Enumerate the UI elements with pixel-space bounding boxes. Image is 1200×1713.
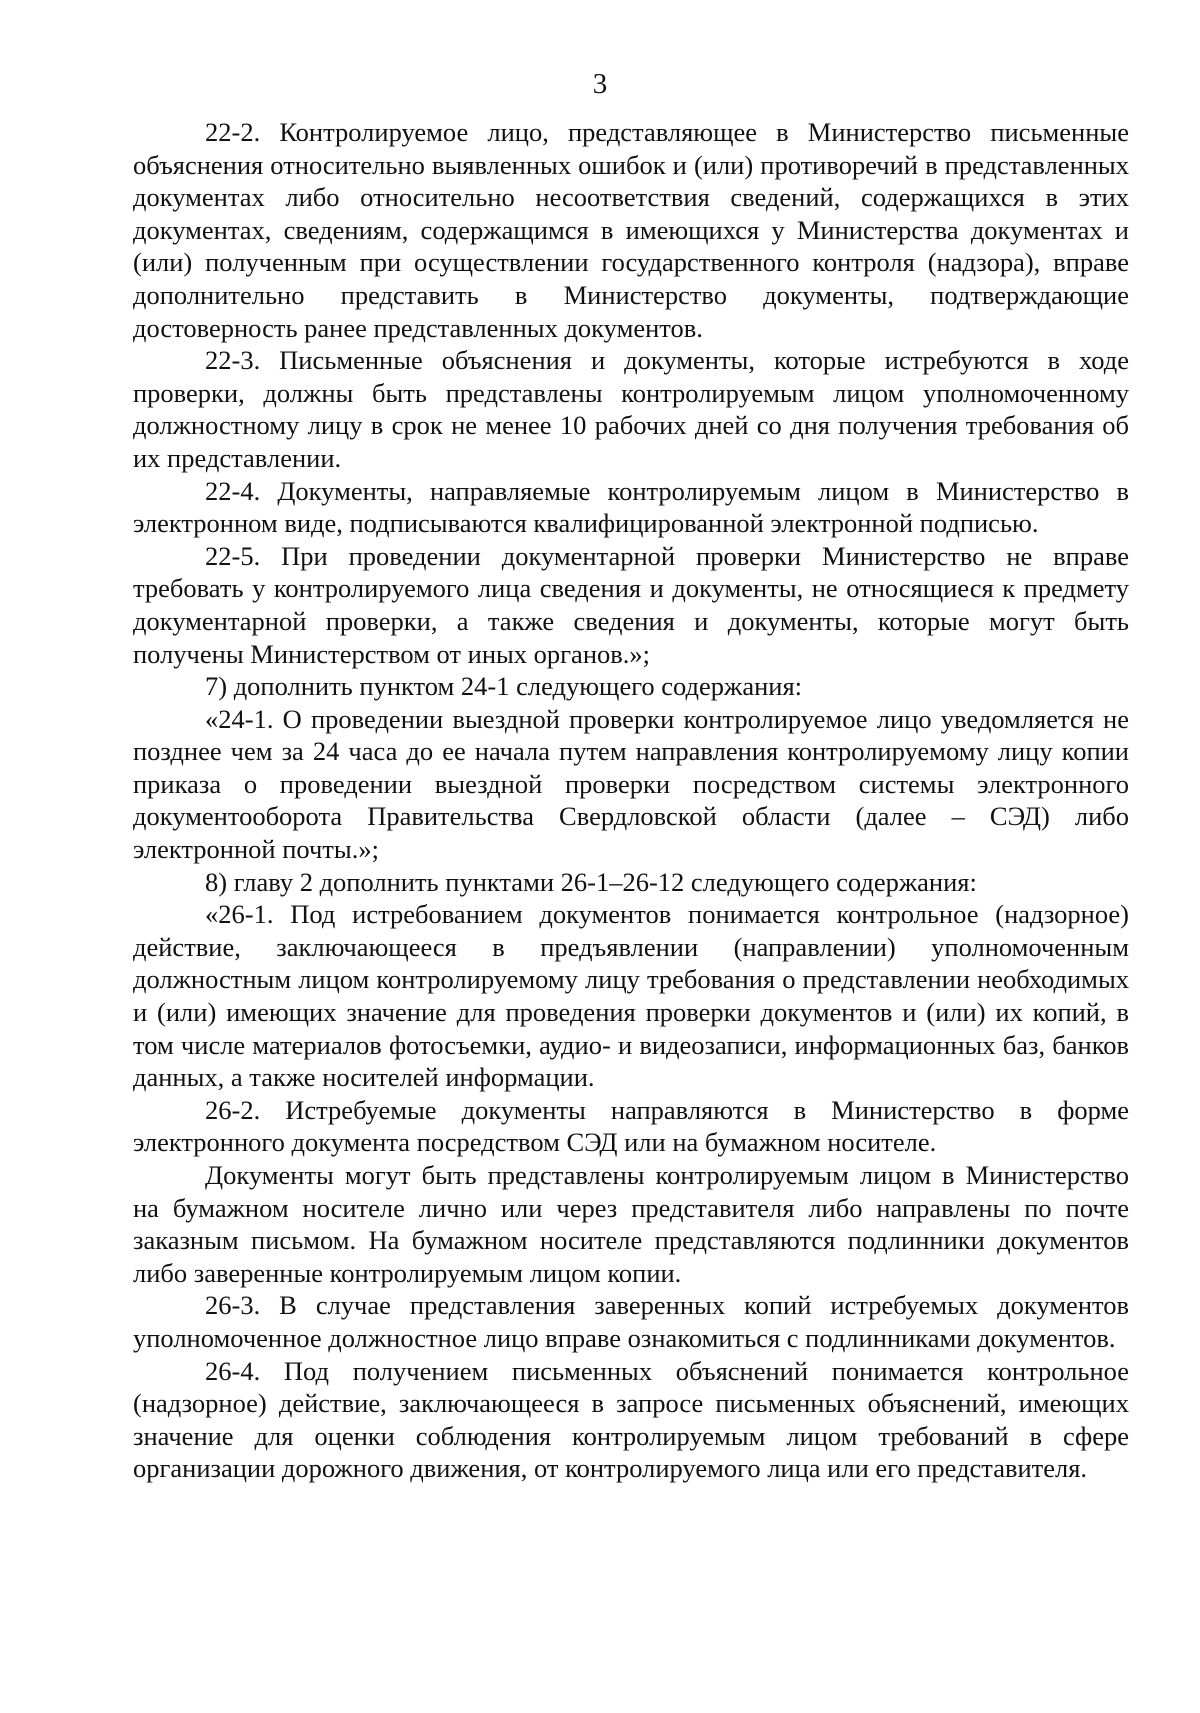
document-body	[133, 116, 1129, 1485]
paragraph-22-3: 22-3. Письменные объяснения и документы, которые истребуются в ходе проверки, должны быть представлены контролируемым лицом уполномоченному должностному лицу в срок не менее 10 рабочих дней со дня получения требования об их представлении.	[133, 345, 1129, 473]
paragraph-22-5: 22-5. При проведении документарной проверки Министерство не вправе требовать у контролируемого лица сведения и документы, не относящиеся к предмету документарной проверки, а также сведения и документы, которые могут быть получены Министерством от иных органов.»;	[133, 540, 1129, 669]
paragraph-26-1: «26-1. Под истребованием документов понимается контрольное (надзорное) действие, заключающееся в предъявлении (направлении) уполномоченным должностным лицом контролируемому лицу требования о представлении необходимых и (или) имеющих значение для проведения проверки документов и (или) их копий, в том числе материалов фотосъемки, аудио- и видеозаписи, информационных баз, банков данных, а также носителей информации.	[133, 899, 1129, 1093]
paragraph-22-2: 22-2. Контролируемое лицо, представляющее в Министерство письменные объяснения относительно выявленных ошибок и (или) противоречий в представленных документах либо относительно несоответствия сведений, содержащихся в этих документах, сведениям, содержащимся в имеющихся у Министерства документах и (или) полученным при осуществлении государственного контроля (надзора), вправе дополнительно представить в Министерство документы, подтверждающие достоверность ранее представленных документов.	[133, 117, 1129, 343]
paragraph-26-4: 26-4. Под получением письменных объяснений понимается контрольное (надзорное) действие, заключающееся в запросе письменных объяснений, имеющих значение для оценки соблюдения контролируемым лицом требований в сфере организации дорожного движения, от контролируемого лица или его представителя.	[133, 1355, 1129, 1484]
amendment-item-7: 7) дополнить пунктом 24-1 следующего содержания:	[205, 671, 803, 702]
paragraph-26-2-continued: Документы могут быть представлены контролируемым лицом в Министерство на бумажном носителе лично или через представителя либо направлены по почте заказным письмом. На бумажном носителе представляются подлинники документов либо заверенные контролируемым лицом копии.	[133, 1160, 1129, 1288]
page-number: 3	[592, 68, 608, 100]
paragraph-24-1: «24-1. О проведении выездной проверки контролируемое лицо уведомляется не позднее чем за 24 часа до ее начала путем направления контролируемому лицу копии приказа о проведении выездной проверки посредством системы электронного документооборота Правительства Свердловской области (далее – СЭД) либо электронной почты.»;	[133, 703, 1129, 865]
paragraph-26-3: 26-3. В случае представления заверенных копий истребуемых документов уполномоченное должностное лицо вправе ознакомиться с подлинниками документов.	[133, 1290, 1129, 1353]
paragraph-26-2: 26-2. Истребуемые документы направляются в Министерство в форме электронного документа посредством СЭД или на бумажном носителе.	[133, 1094, 1129, 1158]
amendment-item-8: 8) главу 2 дополнить пунктами 26-1–26-12 следующего содержания:	[205, 866, 977, 897]
paragraph-22-4: 22-4. Документы, направляемые контролируемым лицом в Министерство в электронном виде, подписываются квалифицированной электронной подписью.	[133, 475, 1129, 539]
